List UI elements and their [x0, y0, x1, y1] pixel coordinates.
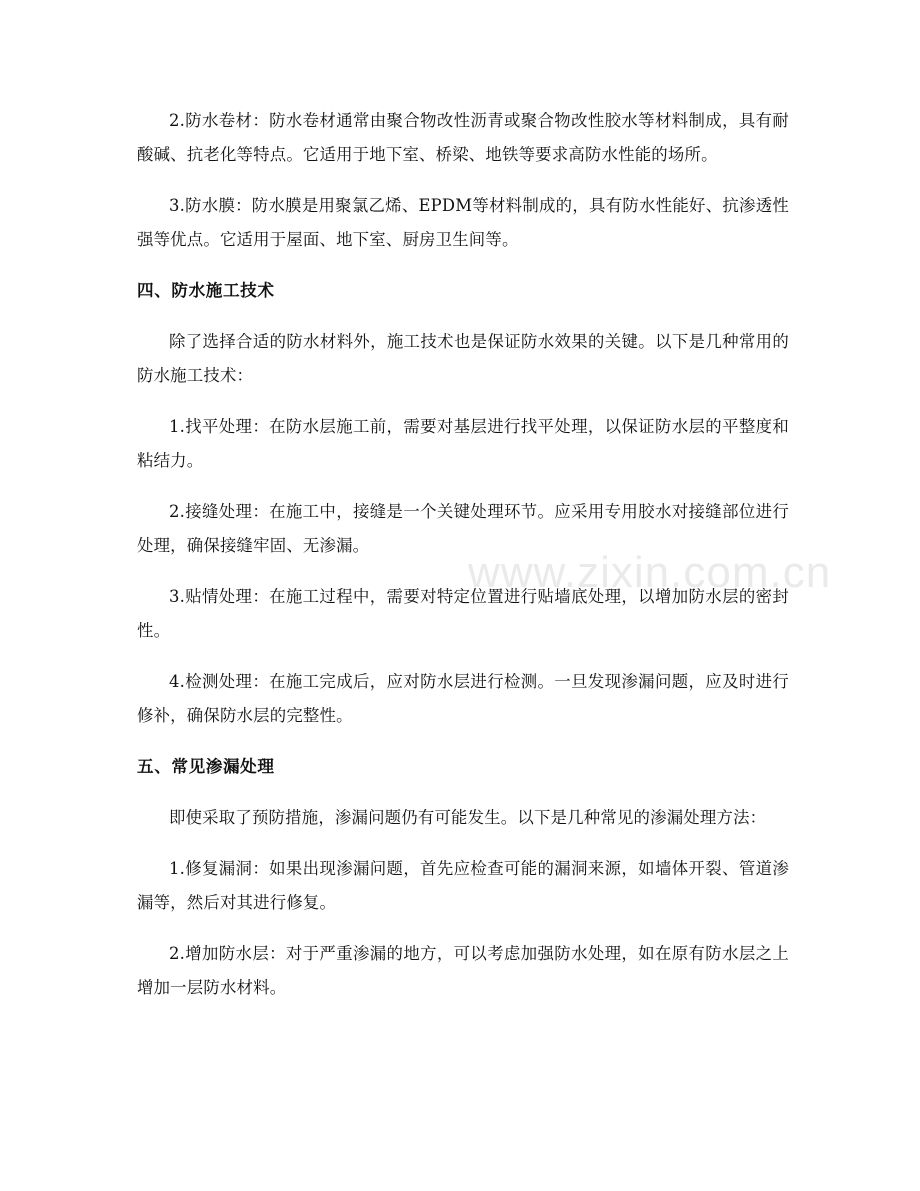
- paragraph-leveling: 1.找平处理：在防水层施工前，需要对基层进行找平处理，以保证防水层的平整度和粘结力。: [137, 417, 789, 470]
- paragraph-repair-holes: 1.修复漏洞：如果出现渗漏问题，首先应检查可能的漏洞来源，如墙体开裂、管道渗漏等，然后对其进行修复。: [137, 859, 789, 912]
- watermark-text: www.zixin.com.cn: [468, 548, 832, 597]
- document-body: [137, 104, 789, 1022]
- paragraph-waterproof-roll: 2.防水卷材：防水卷材通常由聚合物改性沥青或聚合物改性胶水等材料制成，具有耐酸碱、抗老化等特点。它适用于地下室、桥梁、地铁等要求高防水性能的场所。: [137, 111, 789, 164]
- paragraph-joint-treatment: 2.接缝处理：在施工中，接缝是一个关键处理环节。应采用专用胶水对接缝部位进行处理，确保接缝牢固、无渗漏。: [137, 502, 789, 555]
- paragraph-wall-base-treatment: 3.贴情处理：在施工过程中，需要对特定位置进行贴墙底处理，以增加防水层的密封性。: [137, 587, 789, 640]
- paragraph-inspection: 4.检测处理：在施工完成后，应对防水层进行检测。一旦发现渗漏问题，应及时进行修补，确保防水层的完整性。: [137, 672, 789, 725]
- section-heading-leakage: 五、常见渗漏处理: [137, 757, 275, 776]
- paragraph-leakage-intro: 即使采取了预防措施，渗漏问题仍有可能发生。以下是几种常见的渗漏处理方法：: [169, 808, 767, 827]
- paragraph-waterproof-membrane: 3.防水膜：防水膜是用聚氯乙烯、EPDM等材料制成的，具有防水性能好、抗渗透性强等优点。它适用于屋面、地下室、厨房卫生间等。: [137, 196, 789, 249]
- paragraph-add-layer: 2.增加防水层：对于严重渗漏的地方，可以考虑加强防水处理，如在原有防水层之上增加一层防水材料。: [137, 944, 789, 997]
- section-heading-construction: 四、防水施工技术: [137, 281, 275, 300]
- paragraph-construction-intro: 除了选择合适的防水材料外，施工技术也是保证防水效果的关键。以下是几种常用的防水施工技术：: [137, 332, 789, 385]
